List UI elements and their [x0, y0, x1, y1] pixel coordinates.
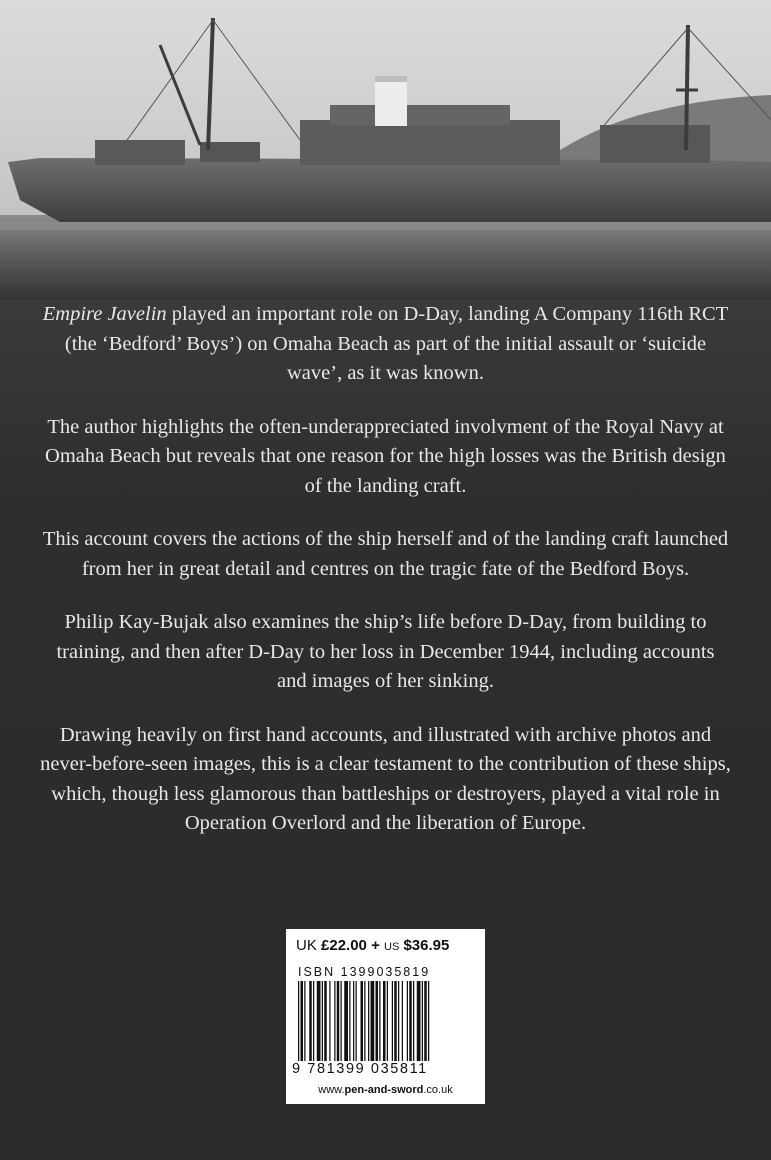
blurb-paragraph-4: Philip Kay-Bujak also examines the ship’s life before D-Day, from building to training, and then after D-Day to her loss in December 1944, including accounts and images of her sinking. [56, 611, 715, 692]
barcode-bar [394, 981, 397, 1061]
barcode-bar [417, 981, 421, 1061]
barcode-bar [309, 981, 312, 1061]
barcode-digits: 9 781399 035811 [292, 1061, 428, 1077]
ship-name-title: Empire Javelin [42, 303, 167, 325]
blurb-paragraph-3: This account covers the actions of the ship herself and of the landing craft launched from her in great detail and centres on the tragic fate of the Bedford Boys. [42, 528, 729, 580]
barcode-bar [368, 981, 369, 1061]
barcode-box [286, 929, 485, 1104]
barcode-bar [413, 981, 414, 1061]
barcode-bar [353, 981, 354, 1061]
barcode-bar [407, 981, 408, 1061]
barcode-bar [402, 981, 403, 1061]
barcode-bar [409, 981, 412, 1061]
blurb-paragraph-5: Drawing heavily on first hand accounts, and illustrated with archive photos and never-before-seen images, this is a clear testament to the contribution of these ships, which, though less glamorous than battleships or destroyers, played a vital role in Operation Overlord and the liberation of Europe. [40, 723, 731, 834]
barcode-bar [424, 981, 427, 1061]
barcode-bars [298, 981, 474, 1061]
barcode-bar [313, 981, 314, 1061]
barcode-bar [422, 981, 423, 1061]
barcode-bar [383, 981, 386, 1061]
price-line [296, 937, 449, 954]
barcode-bar [364, 981, 365, 1061]
barcode-bar [387, 981, 388, 1061]
barcode-bar [356, 981, 357, 1061]
barcode-bar [304, 981, 305, 1061]
barcode-bar [329, 981, 330, 1061]
barcode-bar [371, 981, 375, 1061]
barcode-bar [392, 981, 393, 1061]
barcode-bar [324, 981, 327, 1061]
barcode-bar [344, 981, 348, 1061]
barcode-bar [428, 981, 429, 1061]
barcode-bar [341, 981, 342, 1061]
barcode-bar [379, 981, 380, 1061]
price-plus: + [371, 937, 380, 954]
us-price: $36.95 [403, 937, 450, 954]
isbn-text: ISBN 1399035819 [298, 965, 431, 979]
barcode-bar [398, 981, 399, 1061]
barcode-bar [317, 981, 321, 1061]
barcode-bar [298, 981, 299, 1061]
blurb-paragraph-2: The author highlights the often-underappreciated involvment of the Royal Navy at Omaha Beach but reveals that one reason for the high losses was the British design of the landing craft. [45, 415, 726, 497]
barcode-bar [301, 981, 304, 1061]
uk-label: UK [296, 937, 317, 954]
publisher-website [286, 1084, 485, 1096]
barcode-bar [337, 981, 340, 1061]
website-name: pen-and-sword [344, 1084, 424, 1096]
barcode-bar [322, 981, 323, 1061]
blurb-paragraph-1-rest: played an important role on D-Day, landing A Company 116th RCT (the ‘Bedford’ Boys’) on Omaha Beach as part of the initial assault or ‘suicide wave’, as it was known. [64, 303, 729, 384]
blurb-text [40, 300, 731, 863]
barcode-bar [349, 981, 350, 1061]
barcode-bar [361, 981, 364, 1061]
ship-photo [0, 0, 771, 300]
website-prefix: www. [318, 1084, 345, 1096]
blurb-paragraph-1 [40, 300, 731, 389]
us-label: US [384, 941, 400, 953]
website-suffix: .co.uk [423, 1084, 453, 1096]
barcode-bar [334, 981, 335, 1061]
uk-price: £22.00 [321, 937, 367, 954]
barcode-bar [376, 981, 379, 1061]
